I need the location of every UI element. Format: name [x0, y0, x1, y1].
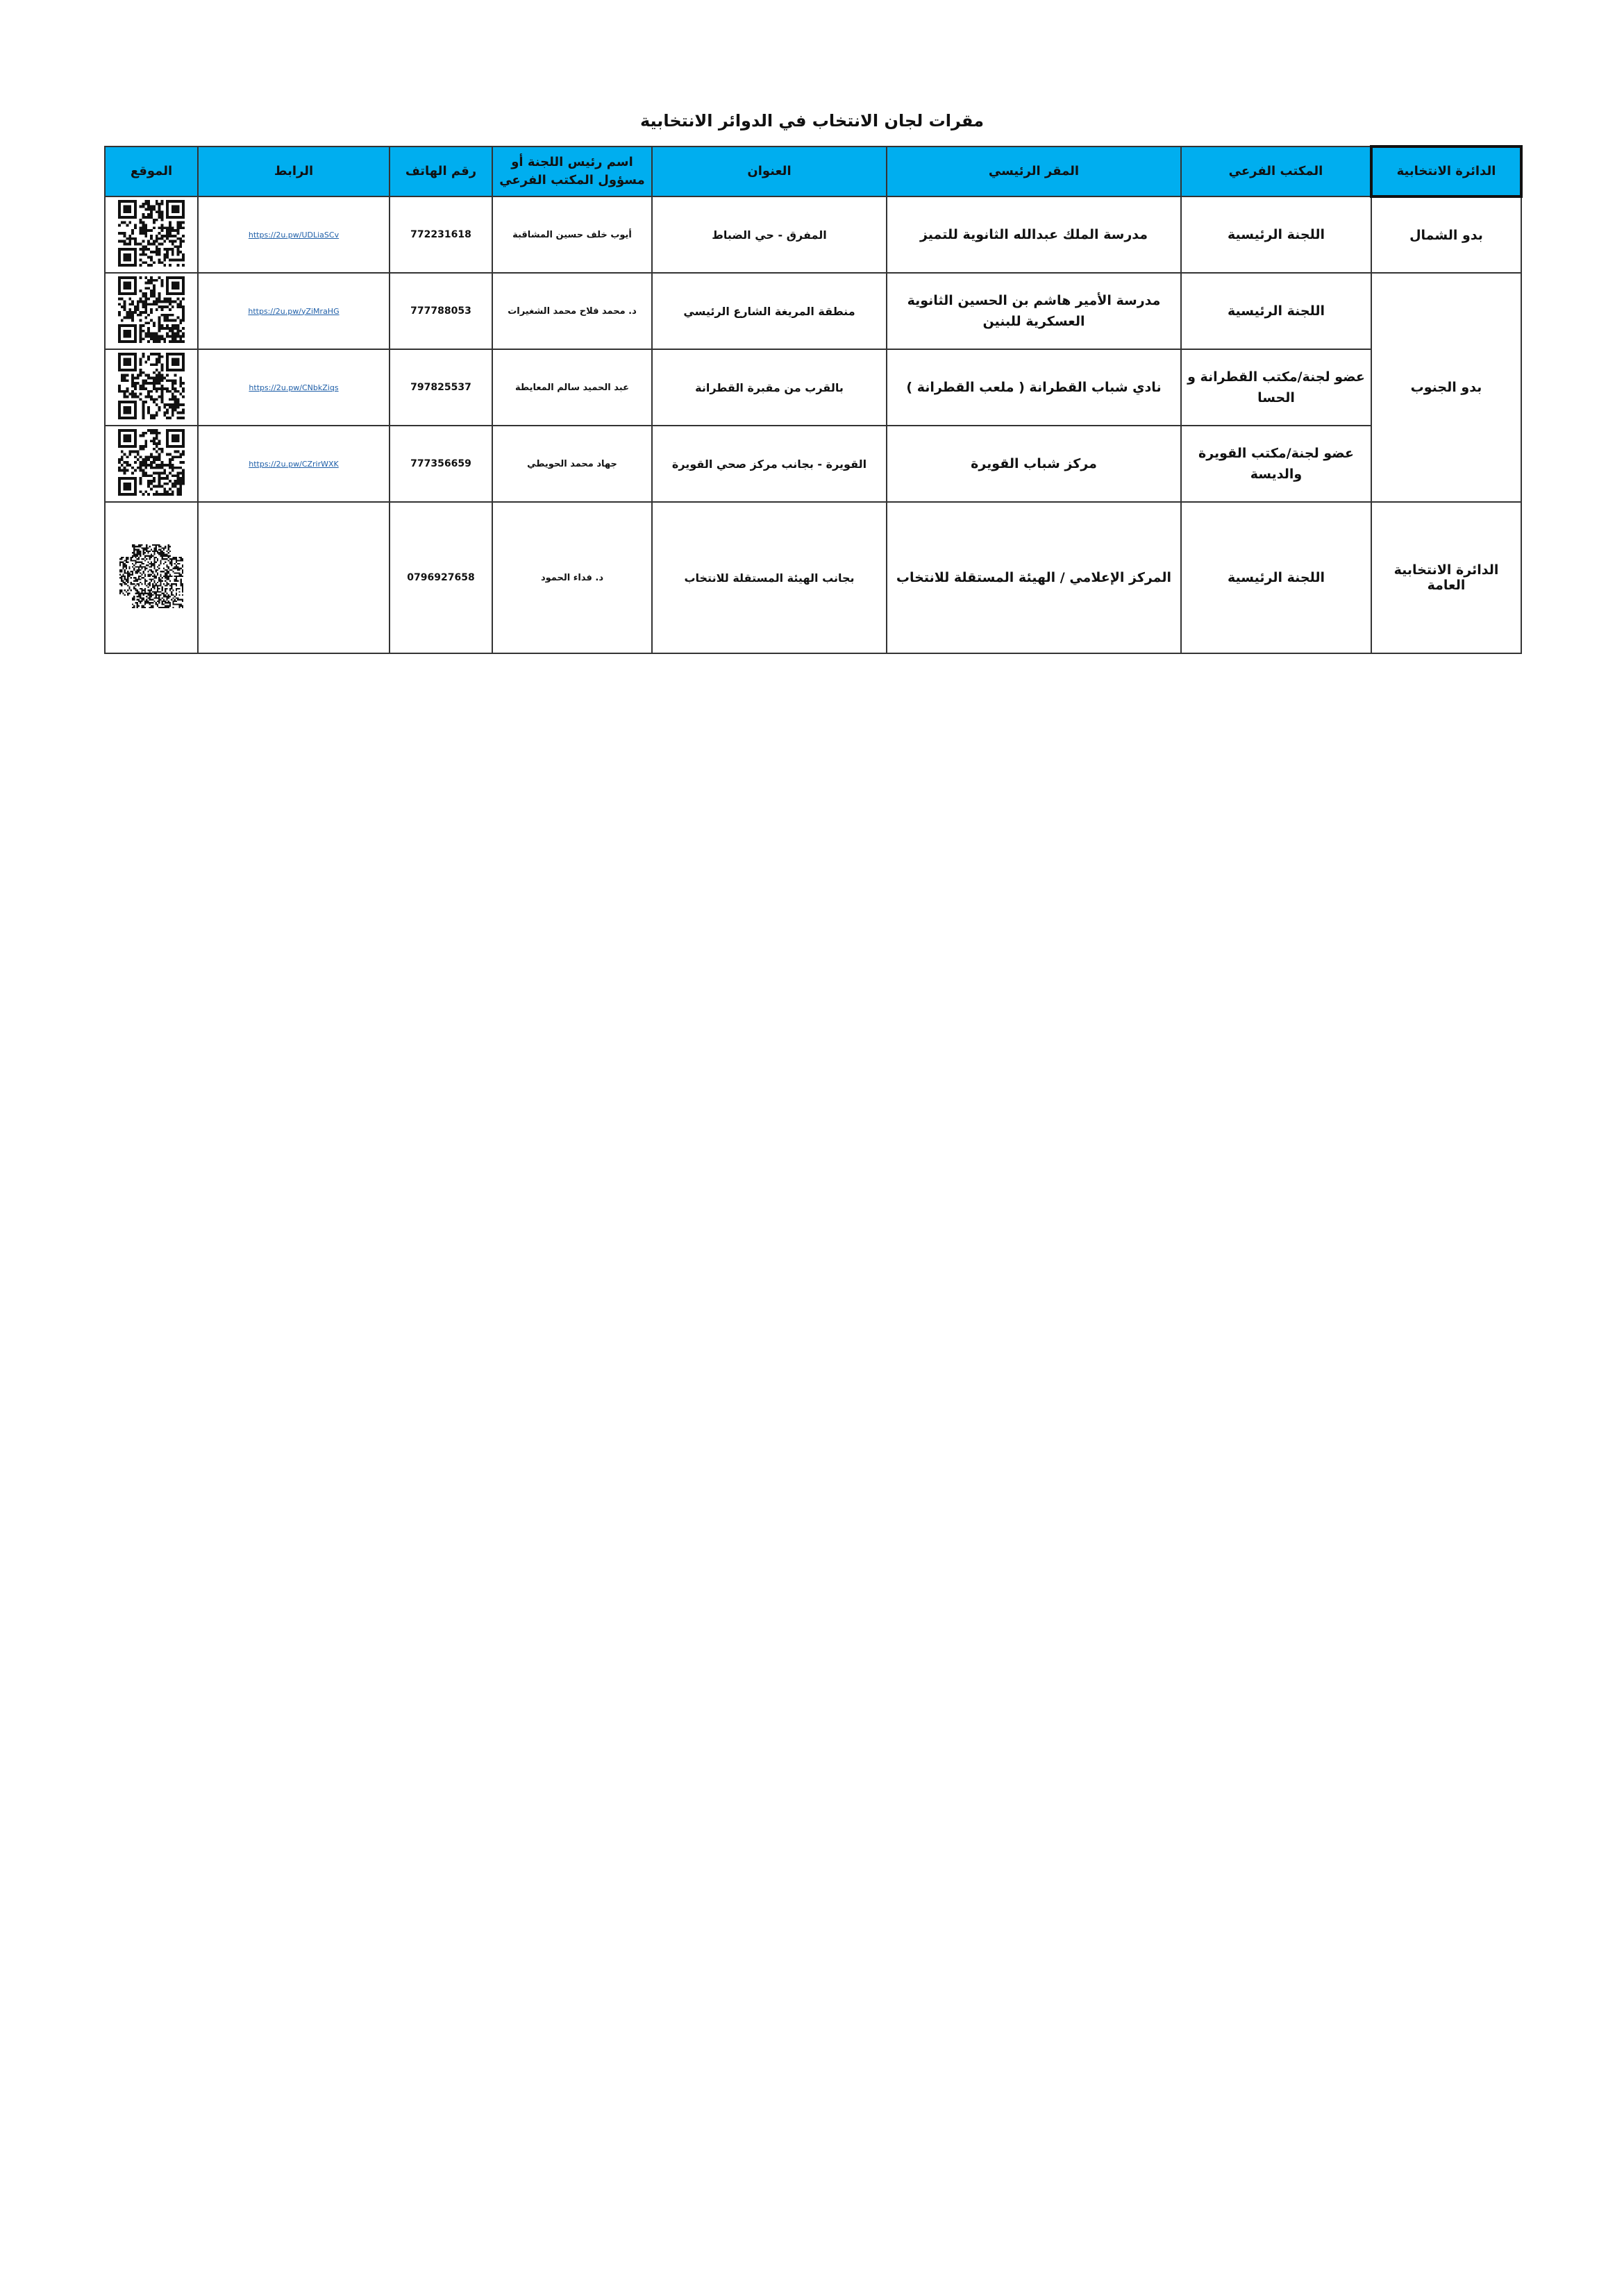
head-cell: جهاد محمد الحويطي	[492, 426, 652, 502]
address-cell: منطقة المريغة الشارع الرئيسي	[652, 273, 887, 349]
link[interactable]: https://2u.pw/yZiMraHG	[248, 306, 340, 316]
table-row	[105, 502, 1521, 653]
link-cell	[198, 273, 390, 349]
header-phone: رقم الهاتف	[390, 146, 492, 196]
phone-cell: 777788053	[390, 273, 492, 349]
district-cell: الدائرة الانتخابية العامة	[1371, 502, 1521, 653]
district-cell: بدو الشمال	[1371, 196, 1521, 273]
location-cell	[105, 502, 198, 653]
table-row	[105, 196, 1521, 273]
address-cell: بجانب الهيئة المستقلة للانتخاب	[652, 502, 887, 653]
hq-cell: نادي شباب القطرانة ( ملعب القطرانة )	[887, 349, 1181, 426]
head-cell: د. محمد فلاح محمد الشغيرات	[492, 273, 652, 349]
phone-cell: 772231618	[390, 196, 492, 273]
header-link: الرابط	[198, 146, 390, 196]
head-cell: عبد الحميد سالم المعايطة	[492, 349, 652, 426]
header-district: الدائرة الانتخابية	[1371, 146, 1521, 196]
hq-cell: مدرسة الملك عبدالله الثانوية للتميز	[887, 196, 1181, 273]
head-cell: أيوب خلف حسين المشاقبة	[492, 196, 652, 273]
link[interactable]: https://2u.pw/CNbkZiqs	[249, 383, 339, 392]
branch-cell: اللجنة الرئيسية	[1181, 196, 1371, 273]
header-head: اسم رئيس اللجنة أو مسؤول المكتب الفرعي	[492, 146, 652, 196]
branch-cell: اللجنة الرئيسية	[1181, 273, 1371, 349]
head-cell: د. فداء الحمود	[492, 502, 652, 653]
location-cell	[105, 426, 198, 502]
table-header-row	[105, 146, 1521, 196]
page-title: مقرات لجان الانتخاب في الدوائر الانتخابية	[639, 111, 985, 131]
header-location: الموقع	[105, 146, 198, 196]
address-cell: المفرق - حي الضباط	[652, 196, 887, 273]
table-row	[105, 426, 1521, 502]
link[interactable]: https://2u.pw/CZrirWXK	[249, 459, 339, 469]
qr-code-icon[interactable]	[117, 353, 186, 419]
header-address: العنوان	[652, 146, 887, 196]
committees-table	[104, 145, 1523, 654]
branch-cell: عضو لجنة/مكتب القويرة والديسة	[1181, 426, 1371, 502]
table-row	[105, 349, 1521, 426]
header-branch: المكتب الفرعي	[1181, 146, 1371, 196]
district-cell: بدو الجنوب	[1371, 273, 1521, 502]
phone-cell: 797825537	[390, 349, 492, 426]
location-cell	[105, 349, 198, 426]
phone-cell: 777356659	[390, 426, 492, 502]
branch-cell: عضو لجنة/مكتب القطرانة و الحسا	[1181, 349, 1371, 426]
hq-cell: المركز الإعلامي / الهيئة المستقلة للانتخاب	[887, 502, 1181, 653]
link-cell	[198, 502, 390, 653]
phone-cell: 0796927658	[390, 502, 492, 653]
qr-code-icon[interactable]	[117, 429, 186, 496]
table-row	[105, 273, 1521, 349]
hq-cell: مركز شباب القويرة	[887, 426, 1181, 502]
location-cell	[105, 273, 198, 349]
qr-code-icon[interactable]	[117, 200, 186, 267]
qr-code-icon[interactable]	[116, 544, 187, 608]
hq-cell: مدرسة الأمير هاشم بن الحسين الثانوية العسكرية للبنين	[887, 273, 1181, 349]
link[interactable]: https://2u.pw/UDLiaSCv	[248, 230, 340, 240]
location-cell	[105, 196, 198, 273]
qr-code-icon[interactable]	[117, 276, 186, 343]
address-cell: بالقرب من مقبرة القطرانة	[652, 349, 887, 426]
branch-cell: اللجنة الرئيسية	[1181, 502, 1371, 653]
address-cell: القويرة - بجانب مركز صحي القويرة	[652, 426, 887, 502]
link-cell	[198, 426, 390, 502]
header-hq: المقر الرئيسي	[887, 146, 1181, 196]
link-cell	[198, 349, 390, 426]
link-cell	[198, 196, 390, 273]
